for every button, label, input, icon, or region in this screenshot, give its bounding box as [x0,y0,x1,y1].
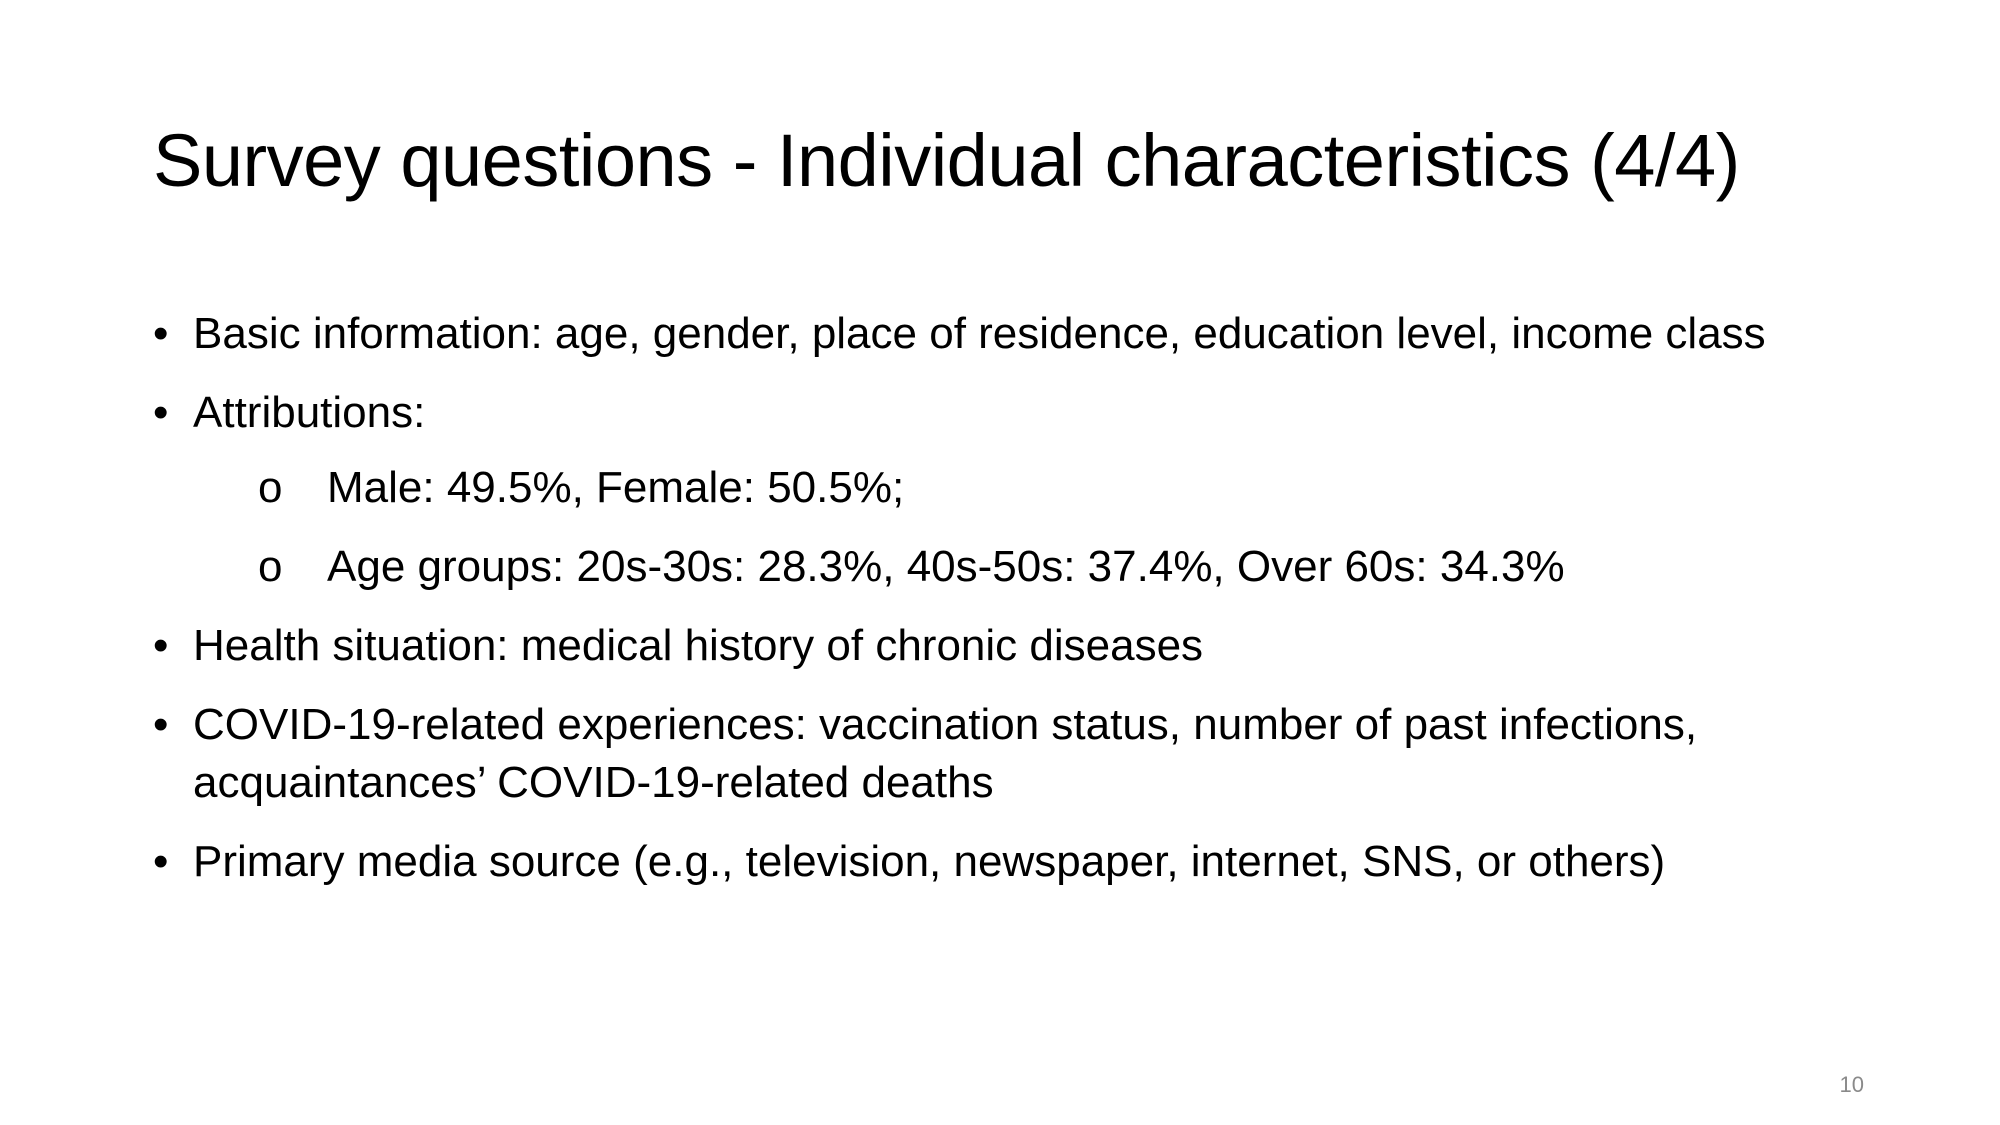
bullet-attributions [153,384,1873,596]
bullet-icon: • [153,837,169,886]
bullet-text: Attributions: [193,388,426,437]
bullet-text: Basic information: age, gender, place of residence, education level, income class [193,309,1766,358]
bullet-basic-information [153,305,1873,363]
sub-bullet-text: Male: 49.5%, Female: 50.5%; [327,463,905,512]
sub-bullet-gender [233,459,1873,517]
sub-bullet-icon: o [258,542,283,591]
sub-bullet-text: Age groups: 20s-30s: 28.3%, 40s-50s: 37.4%, Over 60s: 34.3% [327,542,1565,591]
slide-title: Survey questions - Individual characteristics (4/4) [153,119,1740,202]
bullet-health-situation [153,617,1873,675]
sub-bullet-list [193,459,1873,596]
bullet-icon: • [153,621,169,670]
page-number: 10 [1839,1072,1864,1097]
bullet-text: Health situation: medical history of chronic diseases [193,621,1204,670]
sub-bullet-age-groups [233,538,1873,596]
bullet-icon: • [153,388,169,437]
bullet-covid-experiences [153,696,1873,812]
bullet-media-source [153,833,1873,891]
sub-bullet-icon: o [258,463,283,512]
bullet-icon: • [153,309,169,358]
bullet-icon: • [153,700,169,749]
bullet-text: COVID-19-related experiences: vaccination status, number of past infections, acquaintances’ COVID-19-related deaths [193,700,1698,807]
bullet-list [153,305,1873,912]
bullet-text: Primary media source (e.g., television, newspaper, internet, SNS, or others) [193,837,1666,886]
